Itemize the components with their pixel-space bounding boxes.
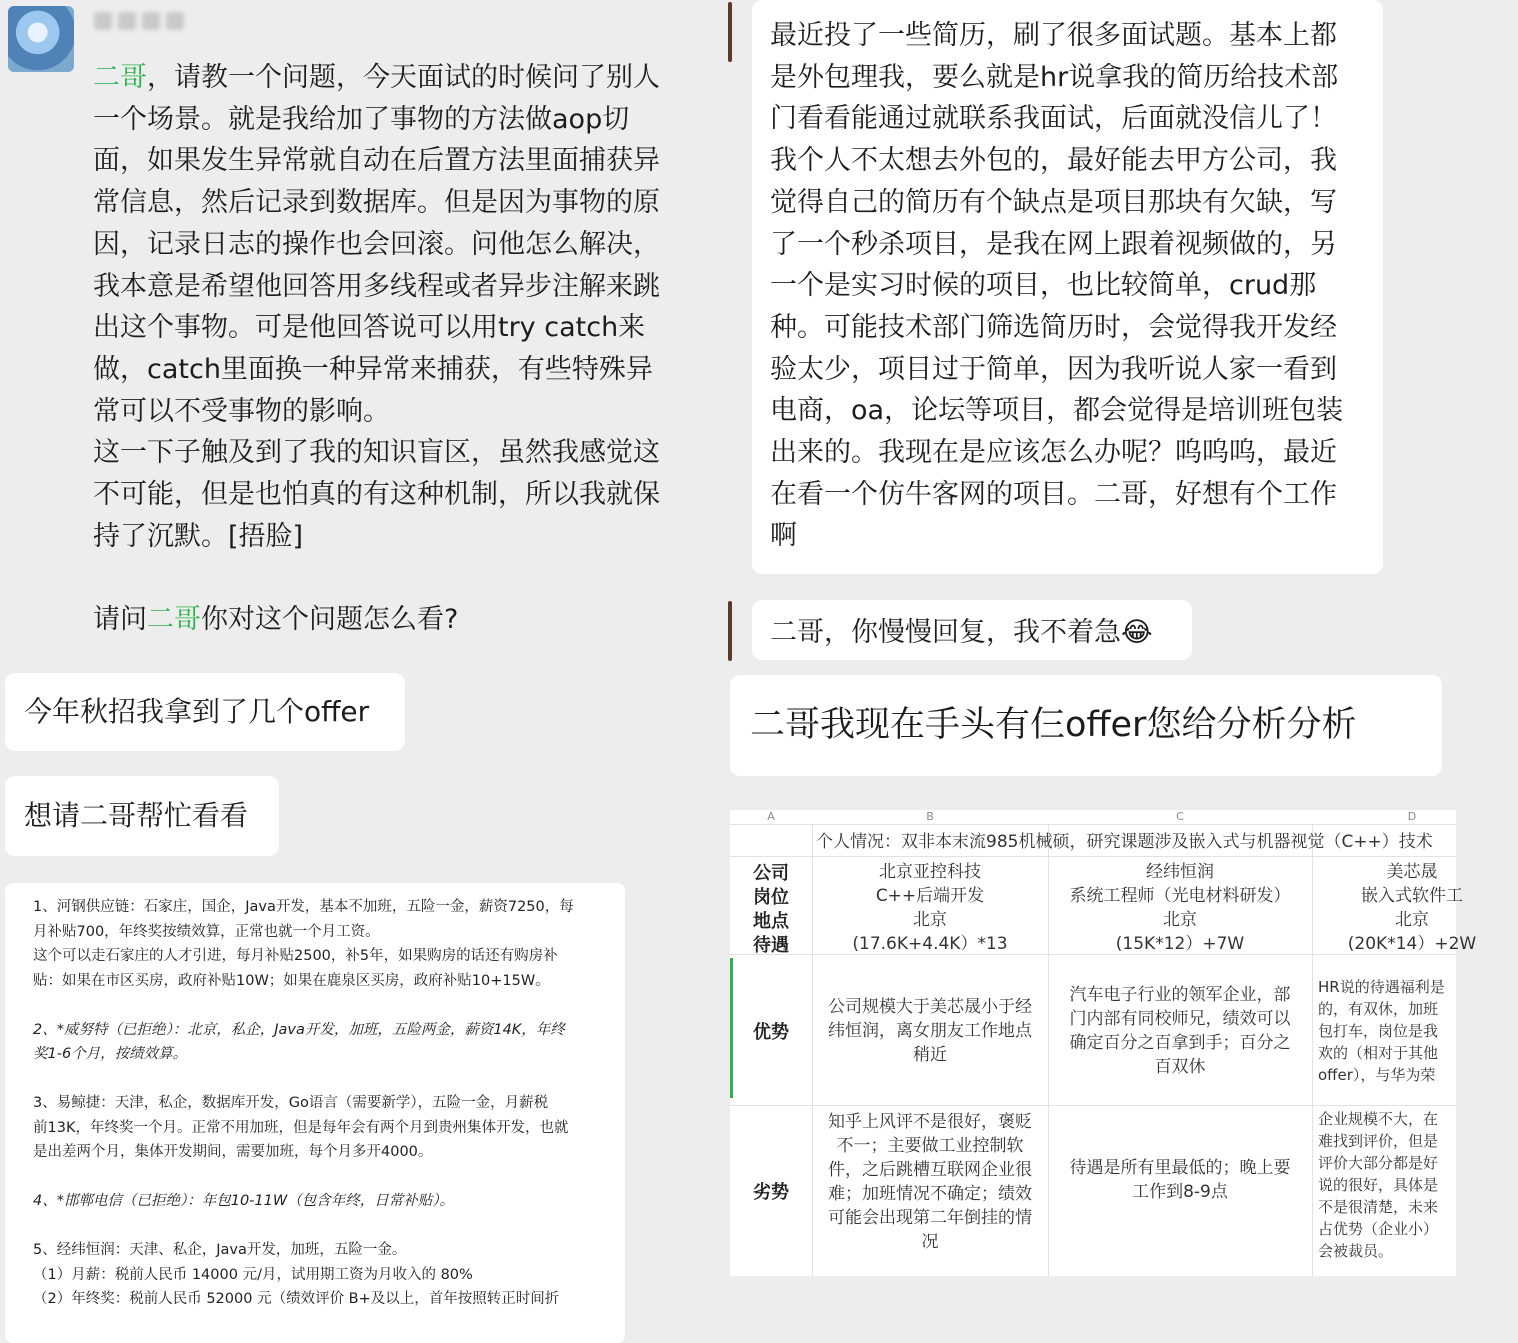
cell-line: 件，之后跳槽互联网企业很 xyxy=(828,1160,1032,1180)
offer-item xyxy=(33,1091,625,1165)
resume-line: 了一个秒杀项目，是我在网上跟着视频做的，另 xyxy=(770,228,1337,260)
company-b-cons[interactable] xyxy=(812,1106,1048,1280)
row-label-cons: 劣势 xyxy=(753,1182,789,1203)
offer-item xyxy=(33,1018,625,1067)
cell-line: 公司规模大于美芯晟小于经 xyxy=(828,997,1032,1017)
resume-line: 我个人不太想去外包的，最好能去甲方公司，我 xyxy=(770,145,1337,177)
question-line xyxy=(93,57,713,99)
question-line-text: 持了沉默。[捂脸] xyxy=(93,520,304,552)
chat-bubble-help[interactable] xyxy=(5,776,279,856)
cell-line: 说的很好，具体是 xyxy=(1318,1176,1439,1194)
offer-item-line: 3、易鲸捷：天津，私企，数据库开发，Go语言（需要新学），五险一金，月薪税 xyxy=(33,1095,549,1111)
offer-item-line: 是出差两个月，集体开发期间，需要加班，每个月多开4000。 xyxy=(33,1144,433,1160)
chat-bubble-resume[interactable] xyxy=(752,0,1383,574)
resume-line: 验太少，项目过于简单，因为我听说人家一看到 xyxy=(770,353,1337,385)
cell-line: 会被裁员。 xyxy=(1318,1242,1394,1260)
offer-item-line: （2）年终奖：税前人民币 52000 元（绩效评价 B+及以上，首年按照转正时间折 xyxy=(33,1291,560,1307)
company-d-pros[interactable] xyxy=(1312,956,1518,1106)
company-b-pay[interactable]: (17.6K+4.4K）*13 xyxy=(852,934,1008,954)
question-line-text: 面，如果发生异常就自动在后置方法里面捕获异 xyxy=(93,145,660,177)
row-label-pay: 待遇 xyxy=(753,935,789,956)
sender-nickname-blurred xyxy=(94,12,184,30)
cell-line: 稍近 xyxy=(913,1045,947,1065)
chat-bubble-no-rush[interactable] xyxy=(752,600,1192,660)
mention-erge: 二哥 xyxy=(147,604,201,636)
question-line xyxy=(93,432,713,474)
question-message-text xyxy=(93,57,713,557)
question-line xyxy=(93,224,713,266)
mention-erge: 二哥 xyxy=(93,62,147,93)
offer-item-line: 奖1-6个月，按绩效算。 xyxy=(33,1046,188,1062)
company-d-city[interactable]: 北京 xyxy=(1395,910,1429,930)
cell-line: 纬恒润，离女朋友工作地点 xyxy=(828,1021,1032,1041)
question-post: 你对这个问题怎么看? xyxy=(201,604,459,636)
cell-line: 知乎上风评不是很好，褒贬 xyxy=(828,1112,1032,1132)
laughing-tears-emoji: 😂 xyxy=(1121,617,1153,648)
question-line-text: 出这个事物。可是他回答说可以用try catch来 xyxy=(93,312,646,344)
chat-bubble-resume-text xyxy=(770,15,1383,557)
cell-line: 不是很清楚，未来 xyxy=(1318,1198,1439,1216)
question-line-text: ，请教一个问题，今天面试的时候问了别人 xyxy=(147,62,660,93)
column-header-d: D xyxy=(1407,810,1417,823)
resume-line: 种。可能技术部门筛选简历时，会觉得我开发经 xyxy=(770,311,1337,343)
personal-info-cell[interactable]: 个人情况：双非本末流985机械硕，研究课题涉及嵌入式与机器视觉（C++）技术 xyxy=(816,832,1433,852)
resume-line: 电商，oa，论坛等项目，都会觉得是培训班包装 xyxy=(770,395,1344,427)
resume-line: 觉得自己的简历有个缺点是项目那块有欠缺，写 xyxy=(770,186,1337,218)
offer-item-line: 贴：如果在市区买房，政府补贴10W；如果在鹿泉区买房，政府补贴10+15W。 xyxy=(33,972,550,989)
offer-item-line: 这个可以走石家庄的人才引进，每月补贴2500，补5年，如果购房的话还有购房补 xyxy=(33,948,558,964)
offer-item-line: 前13K，年终奖一个月。正常不用加班，但是每年会有两个月到贵州集体开发，也就 xyxy=(33,1119,569,1136)
cell-line: 不一；主要做工业控制软 xyxy=(836,1136,1024,1156)
row-label-city: 地点 xyxy=(753,911,789,932)
company-c-role[interactable]: 系统工程师（光电材料研发） xyxy=(1069,886,1291,906)
offer-comparison-sheet[interactable] xyxy=(730,810,1477,1276)
cell-line: 难；加班情况不确定；绩效 xyxy=(828,1184,1032,1204)
company-d-cons[interactable] xyxy=(1312,1106,1518,1278)
chat-bubble-help-text: 想请二哥帮忙看看 xyxy=(24,799,249,832)
chat-bubble-three-offers[interactable] xyxy=(730,675,1442,776)
offer-list-document[interactable] xyxy=(5,883,625,1343)
resume-line: 一个是实习时候的项目，也比较简单，crud那 xyxy=(770,270,1317,302)
chat-bubble-no-rush-text xyxy=(770,612,1192,654)
grid-line xyxy=(730,856,1456,857)
company-b-pros[interactable] xyxy=(812,956,1048,1106)
question-line-text: 常可以不受事物的影响。 xyxy=(93,395,390,427)
cell-line: 门内部有同校师兄，绩效可以 xyxy=(1069,1009,1291,1029)
question-pre: 请问 xyxy=(93,604,147,636)
bubble-tail-marker xyxy=(728,2,732,62)
resume-line: 出来的。我现在是应该怎么办呢？呜呜呜，最近 xyxy=(770,437,1337,469)
question-line-text: 我本意是希望他回答用多线程或者异步注解来跳 xyxy=(93,270,660,302)
question-line xyxy=(93,349,713,391)
column-header-a: A xyxy=(767,810,775,823)
resume-line: 啊 xyxy=(770,520,797,552)
offer-item-line: 月补贴700，年终奖按绩效算，正常也就一个月工资。 xyxy=(33,923,380,940)
cell-line: 占优势（企业小） xyxy=(1318,1220,1439,1238)
offer-item xyxy=(33,1189,625,1214)
company-c-pros[interactable] xyxy=(1048,956,1312,1106)
cell-line: 可能会出现第二年倒挂的情 xyxy=(828,1208,1032,1228)
company-b-role[interactable]: C++后端开发 xyxy=(875,886,985,906)
resume-line: 是外包理我，要么就是hr说拿我的简历给技术部 xyxy=(770,61,1339,93)
cell-line: 包打车，岗位是我 xyxy=(1318,1022,1439,1040)
company-d-name[interactable]: 美芯晟 xyxy=(1386,862,1438,882)
chat-bubble-three-offers-text: 二哥我现在手头有仨offer您给分析分析 xyxy=(750,705,1357,745)
row-label-company: 公司 xyxy=(753,863,789,884)
question-line xyxy=(93,266,713,308)
offer-item-line: 1、河钢供应链：石家庄，国企，Java开发，基本不加班，五险一金，薪资7250，每 xyxy=(33,899,574,915)
sender-avatar[interactable] xyxy=(8,6,74,72)
no-rush-text: 二哥，你慢慢回复，我不着急 xyxy=(770,617,1121,648)
offer-item xyxy=(33,895,625,993)
column-header-c: C xyxy=(1176,810,1184,823)
question-line xyxy=(93,182,713,224)
question-line-text: 不可能，但是也怕真的有这种机制，所以我就保 xyxy=(93,479,660,511)
company-b-name[interactable]: 北京亚控科技 xyxy=(879,862,981,882)
question-line xyxy=(93,99,713,141)
cell-line: 难找到评价，但是 xyxy=(1318,1132,1439,1150)
question-line xyxy=(93,474,713,516)
cell-line: 工作到8-9点 xyxy=(1132,1182,1228,1202)
offer-item-line: 4、*邯郸电信（已拒绝）：年包10-11W（包含年终，日常补贴）。 xyxy=(33,1193,454,1209)
question-line-text: 这一下子触及到了我的知识盲区，虽然我感觉这 xyxy=(93,437,660,469)
cell-line: 况 xyxy=(921,1232,939,1252)
row-label-role: 岗位 xyxy=(753,887,789,908)
company-d-role[interactable]: 嵌入式软件工 xyxy=(1361,886,1463,906)
company-c-pay[interactable]: (15K*12）+7W xyxy=(1115,934,1245,954)
cell-line: 评价大部分都是好 xyxy=(1318,1154,1439,1172)
bubble-tail-marker xyxy=(728,601,732,661)
question-message xyxy=(93,57,713,641)
row-label-pros: 优势 xyxy=(753,1022,789,1043)
question-line-text: 常信息，然后记录到数据库。但是因为事物的原 xyxy=(93,187,660,219)
question-followup xyxy=(93,599,713,641)
cell-line: 确定百分之百拿到手；百分之 xyxy=(1069,1033,1291,1053)
question-line xyxy=(93,140,713,182)
question-line-text: 一个场景。就是我给加了事物的方法做aop切 xyxy=(93,103,630,135)
grid-line xyxy=(730,824,1456,825)
cell-line: HR说的待遇福利是 xyxy=(1318,978,1445,996)
cell-line: 待遇是所有里最低的；晚上要 xyxy=(1069,1158,1291,1178)
offer-item-line: 5、经纬恒润：天津、私企，Java开发，加班，五险一金。 xyxy=(33,1242,407,1258)
offer-list-document-body xyxy=(33,895,625,1312)
column-header-b: B xyxy=(926,810,934,823)
chat-bubble-offers[interactable] xyxy=(5,673,405,751)
cell-line: 百双休 xyxy=(1154,1057,1206,1077)
question-line xyxy=(93,516,713,558)
company-b-city[interactable]: 北京 xyxy=(913,910,947,930)
cell-line: 的，有双休，加班 xyxy=(1318,1000,1439,1018)
question-line xyxy=(93,391,713,433)
resume-line: 门看看能通过就联系我面试，后面就没信儿了！ xyxy=(770,103,1337,135)
cell-line: offer），与华为荣 xyxy=(1318,1066,1436,1084)
company-c-city[interactable]: 北京 xyxy=(1163,910,1197,930)
question-line-text: 做，catch里面换一种异常来捕获，有些特殊异 xyxy=(93,353,653,385)
cell-line: 汽车电子行业的领军企业，部 xyxy=(1069,985,1291,1005)
resume-line: 最近投了一些简历，刷了很多面试题。基本上都 xyxy=(770,20,1337,51)
cell-line: 企业规模不大，在 xyxy=(1318,1110,1439,1128)
offer-item-line: 2、*威努特（已拒绝）：北京，私企，Java开发，加班，五险两金，薪资14K，年终 xyxy=(33,1021,565,1038)
offer-item xyxy=(33,1238,625,1312)
offer-item-line: （1）月薪：税前人民币 14000 元/月，试用期工资为月收入的 80% xyxy=(33,1266,473,1283)
company-d-pay[interactable]: (20K*14）+2W xyxy=(1347,934,1477,954)
question-line-text: 因，记录日志的操作也会回滚。问他怎么解决， xyxy=(93,228,660,260)
company-c-name[interactable]: 经纬恒润 xyxy=(1146,862,1214,882)
resume-line: 在看一个仿牛客网的项目。二哥，好想有个工作 xyxy=(770,478,1337,510)
question-line xyxy=(93,307,713,349)
chat-bubble-offers-text: 今年秋招我拿到了几个offer xyxy=(24,695,370,728)
cell-line: 欢的（相对于其他 xyxy=(1318,1044,1439,1062)
company-c-cons[interactable] xyxy=(1048,1106,1312,1256)
